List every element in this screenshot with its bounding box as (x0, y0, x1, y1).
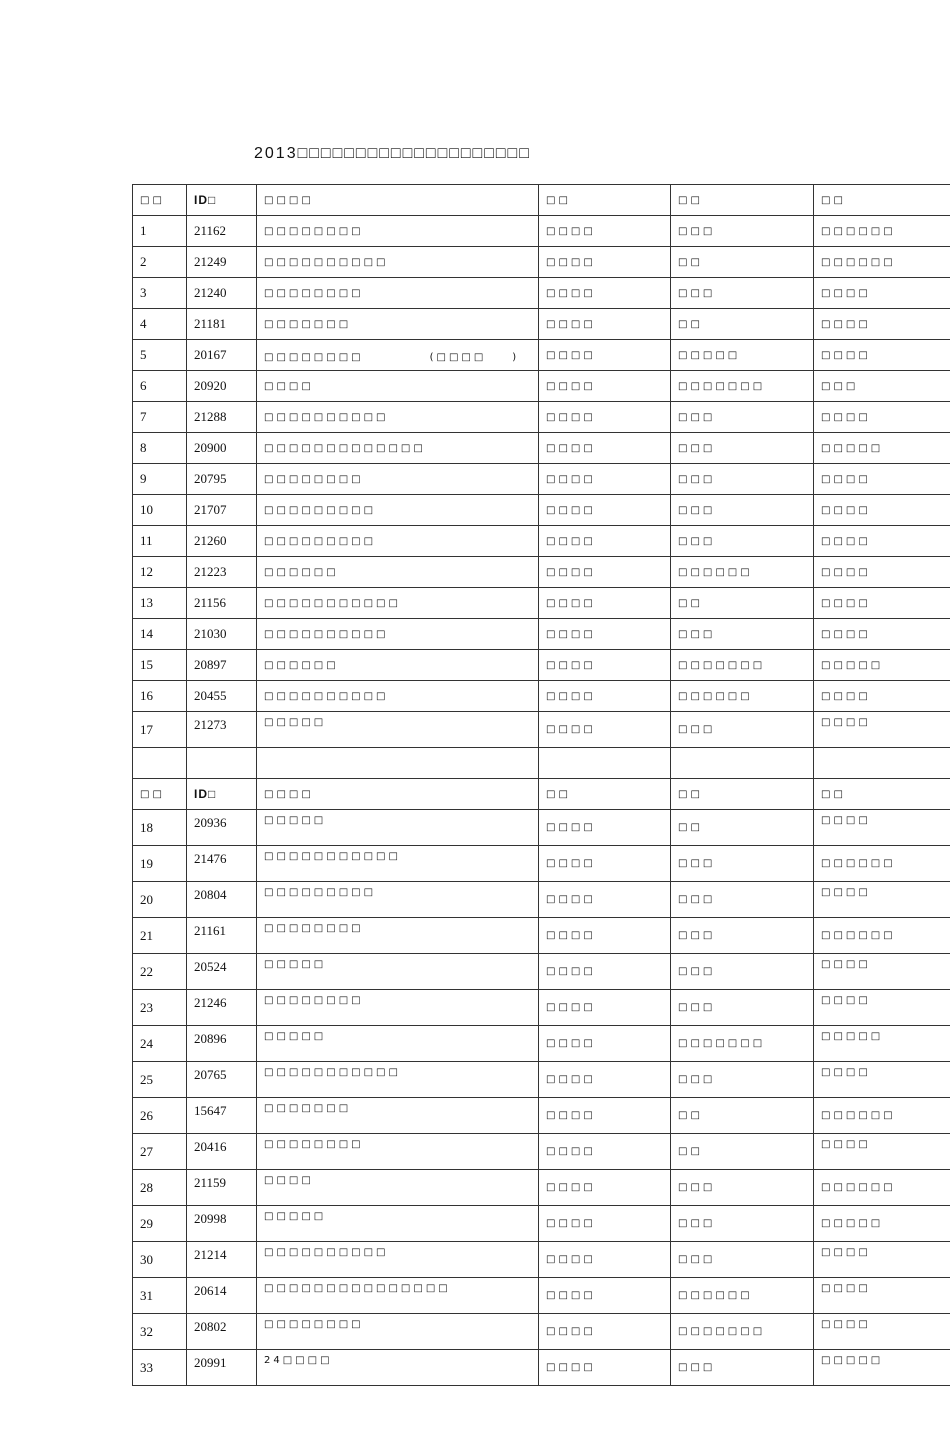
row-remark: □□□□□ (814, 1026, 950, 1062)
row-id: 21214 (187, 1242, 257, 1278)
header-id: ID□ (187, 185, 257, 216)
row-unit: □□□ (671, 278, 814, 309)
table-row (133, 1242, 950, 1278)
row-name: □□□□□□□ (257, 309, 539, 340)
row-name: □□□□□□□□□□ (257, 681, 539, 712)
row-id: 21030 (187, 619, 257, 650)
row-id: 21162 (187, 216, 257, 247)
row-unit: □□ (671, 588, 814, 619)
row-unit: □□□ (671, 402, 814, 433)
table-header-row (133, 779, 950, 810)
table-row (133, 402, 950, 433)
row-number: 31 (133, 1278, 187, 1314)
row-name: □□□□□□□□ (257, 918, 539, 954)
row-remark: □□□□□ (814, 433, 950, 464)
row-number: 33 (133, 1350, 187, 1386)
row-id: 20455 (187, 681, 257, 712)
row-number: 14 (133, 619, 187, 650)
row-category: □□□□ (539, 216, 671, 247)
row-category: □□□□ (539, 1314, 671, 1350)
row-name: □□□□□□□□□□□ (257, 1062, 539, 1098)
row-id: 21181 (187, 309, 257, 340)
row-number: 4 (133, 309, 187, 340)
row-remark: □□□□ (814, 464, 950, 495)
header-unit: □□ (671, 185, 814, 216)
blank-cell (814, 748, 950, 779)
table-row (133, 1170, 950, 1206)
header-number: □□ (133, 185, 187, 216)
row-name: □□□□□□□□□□□ (257, 588, 539, 619)
row-remark: □□□□ (814, 882, 950, 918)
table-row (133, 1062, 950, 1098)
row-number: 15 (133, 650, 187, 681)
row-id: 21240 (187, 278, 257, 309)
row-category: □□□□ (539, 340, 671, 371)
header-category: □□ (539, 779, 671, 810)
row-number: 13 (133, 588, 187, 619)
row-number: 29 (133, 1206, 187, 1242)
row-id: 21159 (187, 1170, 257, 1206)
row-unit: □□□ (671, 464, 814, 495)
row-id: 20524 (187, 954, 257, 990)
row-remark: □□□□□ (814, 1350, 950, 1386)
table-row (133, 588, 950, 619)
table-row (133, 216, 950, 247)
row-number: 20 (133, 882, 187, 918)
row-id: 20416 (187, 1134, 257, 1170)
row-unit: □□□□□□ (671, 1278, 814, 1314)
row-remark: □□□□□□ (814, 1098, 950, 1134)
header-remark: □□ (814, 185, 950, 216)
blank-cell (539, 748, 671, 779)
row-number: 17 (133, 712, 187, 748)
row-id: 20897 (187, 650, 257, 681)
row-name: □□□□□□□□ (257, 464, 539, 495)
row-name: □□□□□□□□ (257, 278, 539, 309)
row-name: □□□□□□□□□□□□□□□ (257, 1278, 539, 1314)
row-number: 6 (133, 371, 187, 402)
row-id: 21223 (187, 557, 257, 588)
row-name: □□□□□□□□□□ (257, 619, 539, 650)
row-id: 20804 (187, 882, 257, 918)
row-number: 24 (133, 1026, 187, 1062)
row-name: □□□□□□□□ (257, 1134, 539, 1170)
row-category: □□□□ (539, 846, 671, 882)
row-remark: □□□□□□ (814, 247, 950, 278)
table-header-row (133, 185, 950, 216)
row-id: 21249 (187, 247, 257, 278)
row-category: □□□□ (539, 464, 671, 495)
row-remark: □□□□ (814, 1242, 950, 1278)
header-name: □□□□ (257, 185, 539, 216)
table-row (133, 650, 950, 681)
row-name: □□□□□□□□□□□ (257, 846, 539, 882)
table-row (133, 557, 950, 588)
row-remark: □□□□□ (814, 650, 950, 681)
row-unit: □□□ (671, 882, 814, 918)
row-category: □□□□ (539, 1278, 671, 1314)
row-number: 27 (133, 1134, 187, 1170)
row-remark: □□□□□□ (814, 918, 950, 954)
row-number: 5 (133, 340, 187, 371)
row-unit: □□□ (671, 1242, 814, 1278)
table-row (133, 619, 950, 650)
row-id: 20765 (187, 1062, 257, 1098)
row-category: □□□□ (539, 1242, 671, 1278)
table-row (133, 495, 950, 526)
row-remark: □□□□ (814, 990, 950, 1026)
row-number: 22 (133, 954, 187, 990)
row-number: 28 (133, 1170, 187, 1206)
row-unit: □□□ (671, 990, 814, 1026)
row-name: □□□□□ (257, 954, 539, 990)
roster-table (132, 184, 950, 1386)
row-category: □□□□ (539, 650, 671, 681)
table-row (133, 810, 950, 846)
row-remark: □□□□□□ (814, 846, 950, 882)
row-remark: □□□□□ (814, 1206, 950, 1242)
row-name: □□□□□□□□□□ (257, 247, 539, 278)
row-category: □□□□ (539, 247, 671, 278)
header-number: □□ (133, 779, 187, 810)
row-name: □□□□□□□□ (257, 216, 539, 247)
row-category: □□□□ (539, 1134, 671, 1170)
table-row (133, 247, 950, 278)
row-id: 21246 (187, 990, 257, 1026)
row-name-text: □□□□□□□□ (264, 351, 364, 363)
table-row (133, 1314, 950, 1350)
row-name: □□□□□□□□□ (257, 495, 539, 526)
row-id: 20998 (187, 1206, 257, 1242)
row-unit: □□□ (671, 495, 814, 526)
row-id: 20167 (187, 340, 257, 371)
row-unit: □□□ (671, 433, 814, 464)
row-remark: □□□□ (814, 1062, 950, 1098)
row-category: □□□□ (539, 1026, 671, 1062)
row-category: □□□□ (539, 1098, 671, 1134)
row-name: □□□□□ (257, 712, 539, 748)
row-remark: □□□□ (814, 340, 950, 371)
table-row (133, 433, 950, 464)
row-name: 24□□□□ (257, 1350, 539, 1386)
row-category: □□□□ (539, 918, 671, 954)
row-remark: □□□□ (814, 619, 950, 650)
row-unit: □□ (671, 247, 814, 278)
row-category: □□□□ (539, 681, 671, 712)
row-name: □□□□□□□□□ (257, 882, 539, 918)
row-name: □□□□□ (257, 810, 539, 846)
row-name: □□□□□ (257, 1026, 539, 1062)
row-id: 21260 (187, 526, 257, 557)
row-id: 21476 (187, 846, 257, 882)
table-row (133, 990, 950, 1026)
row-category: □□□□ (539, 1062, 671, 1098)
table-row (133, 1350, 950, 1386)
row-category: □□□□ (539, 557, 671, 588)
blank-cell (257, 748, 539, 779)
row-category: □□□□ (539, 278, 671, 309)
row-name (257, 340, 539, 371)
table-row (133, 464, 950, 495)
row-id: 15647 (187, 1098, 257, 1134)
row-name: □□□□□□ (257, 650, 539, 681)
row-id: 21161 (187, 918, 257, 954)
row-remark: □□□□ (814, 1278, 950, 1314)
row-remark: □□□□ (814, 1314, 950, 1350)
table-row (133, 1278, 950, 1314)
row-category: □□□□ (539, 810, 671, 846)
row-number: 23 (133, 990, 187, 1026)
row-name: □□□□□□□□ (257, 990, 539, 1026)
row-unit: □□□□□□□ (671, 371, 814, 402)
row-category: □□□□ (539, 1170, 671, 1206)
row-category: □□□□ (539, 1350, 671, 1386)
row-number: 11 (133, 526, 187, 557)
row-id: 20920 (187, 371, 257, 402)
row-remark: □□□□ (814, 1134, 950, 1170)
row-number: 2 (133, 247, 187, 278)
row-id: 21156 (187, 588, 257, 619)
table-row (133, 882, 950, 918)
row-unit: □□□□□□□ (671, 1314, 814, 1350)
row-number: 7 (133, 402, 187, 433)
row-id: 21288 (187, 402, 257, 433)
blank-cell (133, 748, 187, 779)
row-unit: □□□ (671, 954, 814, 990)
table-row (133, 954, 950, 990)
row-unit: □□□□□ (671, 340, 814, 371)
row-remark: □□□ (814, 371, 950, 402)
row-name: □□□□□ (257, 1206, 539, 1242)
row-category: □□□□ (539, 402, 671, 433)
row-remark: □□□□ (814, 810, 950, 846)
row-unit: □□□□□□□ (671, 1026, 814, 1062)
row-name: □□□□□□ (257, 557, 539, 588)
row-name: □□□□□□□□□□ (257, 1242, 539, 1278)
row-number: 10 (133, 495, 187, 526)
row-remark: □□□□ (814, 557, 950, 588)
table-row (133, 526, 950, 557)
row-unit: □□□ (671, 1350, 814, 1386)
row-unit: □□□ (671, 526, 814, 557)
row-remark: □□□□□□ (814, 216, 950, 247)
header-id: ID□ (187, 779, 257, 810)
row-id: 20795 (187, 464, 257, 495)
row-name-note: (□□□□ ) (429, 351, 520, 363)
row-number: 18 (133, 810, 187, 846)
row-number: 32 (133, 1314, 187, 1350)
row-category: □□□□ (539, 433, 671, 464)
row-number: 25 (133, 1062, 187, 1098)
table-row (133, 1134, 950, 1170)
row-number: 21 (133, 918, 187, 954)
row-remark: □□□□ (814, 402, 950, 433)
row-name: □□□□ (257, 1170, 539, 1206)
row-number: 30 (133, 1242, 187, 1278)
row-category: □□□□ (539, 526, 671, 557)
row-id: 20991 (187, 1350, 257, 1386)
row-id: 21273 (187, 712, 257, 748)
row-id: 20896 (187, 1026, 257, 1062)
table-row (133, 340, 950, 371)
row-number: 3 (133, 278, 187, 309)
table-row (133, 1026, 950, 1062)
row-remark: □□□□ (814, 681, 950, 712)
row-unit: □□□ (671, 1170, 814, 1206)
row-category: □□□□ (539, 619, 671, 650)
row-category: □□□□ (539, 954, 671, 990)
row-unit: □□□ (671, 216, 814, 247)
row-number: 9 (133, 464, 187, 495)
row-remark: □□□□□□ (814, 1170, 950, 1206)
row-remark: □□□□ (814, 588, 950, 619)
row-unit: □□□ (671, 619, 814, 650)
header-name: □□□□ (257, 779, 539, 810)
blank-cell (187, 748, 257, 779)
row-name: □□□□□□□ (257, 1098, 539, 1134)
row-number: 1 (133, 216, 187, 247)
blank-row (133, 748, 950, 779)
table-row (133, 371, 950, 402)
table-row (133, 681, 950, 712)
row-id: 20900 (187, 433, 257, 464)
row-category: □□□□ (539, 588, 671, 619)
row-unit: □□ (671, 1098, 814, 1134)
row-unit: □□□□□□□ (671, 650, 814, 681)
table-row (133, 846, 950, 882)
row-remark: □□□□ (814, 309, 950, 340)
row-number: 19 (133, 846, 187, 882)
row-name: □□□□□□□□□□□□□ (257, 433, 539, 464)
row-name: □□□□ (257, 371, 539, 402)
row-category: □□□□ (539, 1206, 671, 1242)
table-row (133, 278, 950, 309)
row-remark: □□□□ (814, 712, 950, 748)
row-unit: □□ (671, 810, 814, 846)
table-row (133, 309, 950, 340)
row-remark: □□□□ (814, 954, 950, 990)
row-category: □□□□ (539, 371, 671, 402)
header-unit: □□ (671, 779, 814, 810)
row-unit: □□□ (671, 1062, 814, 1098)
row-number: 12 (133, 557, 187, 588)
row-category: □□□□ (539, 495, 671, 526)
row-category: □□□□ (539, 882, 671, 918)
row-category: □□□□ (539, 990, 671, 1026)
blank-cell (671, 748, 814, 779)
row-name: □□□□□□□□□ (257, 526, 539, 557)
row-id: 20802 (187, 1314, 257, 1350)
table-row (133, 918, 950, 954)
page-title: 2013□□□□□□□□□□□□□□□□□□□□ (254, 145, 531, 162)
header-remark: □□ (814, 779, 950, 810)
row-unit: □□□ (671, 712, 814, 748)
row-unit: □□□ (671, 846, 814, 882)
row-number: 16 (133, 681, 187, 712)
row-unit: □□ (671, 309, 814, 340)
row-id: 21707 (187, 495, 257, 526)
roster-table-body (133, 185, 950, 1386)
row-unit: □□□□□□ (671, 557, 814, 588)
row-remark: □□□□ (814, 495, 950, 526)
row-remark: □□□□ (814, 278, 950, 309)
row-unit: □□□ (671, 1206, 814, 1242)
row-name: □□□□□□□□ (257, 1314, 539, 1350)
row-unit: □□□ (671, 918, 814, 954)
row-unit: □□ (671, 1134, 814, 1170)
row-name: □□□□□□□□□□ (257, 402, 539, 433)
row-category: □□□□ (539, 309, 671, 340)
table-row (133, 1098, 950, 1134)
table-row (133, 712, 950, 748)
row-remark: □□□□ (814, 526, 950, 557)
header-category: □□ (539, 185, 671, 216)
row-category: □□□□ (539, 712, 671, 748)
row-number: 26 (133, 1098, 187, 1134)
row-id: 20614 (187, 1278, 257, 1314)
row-unit: □□□□□□ (671, 681, 814, 712)
table-row (133, 1206, 950, 1242)
row-number: 8 (133, 433, 187, 464)
row-id: 20936 (187, 810, 257, 846)
